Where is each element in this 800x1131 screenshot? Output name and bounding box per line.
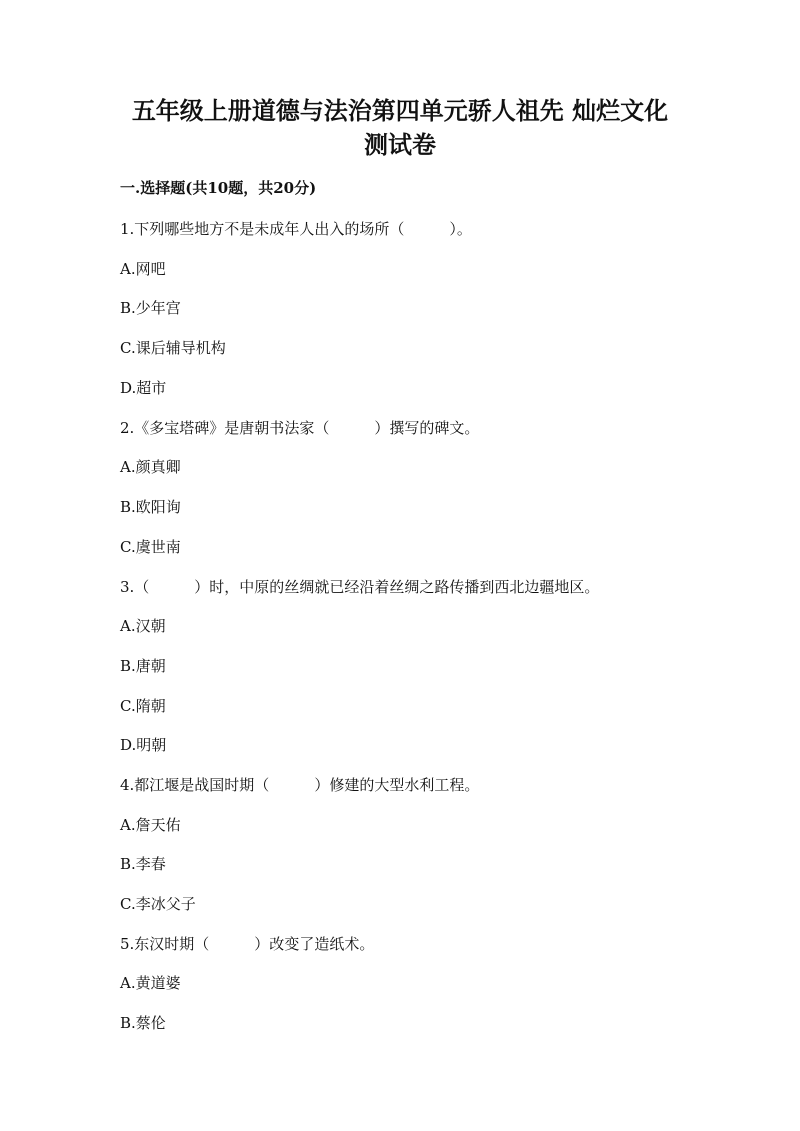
question-5-option-a: A.黄道婆 [120, 974, 181, 992]
question-1-option-b: B.少年宫 [120, 299, 181, 317]
document-title-line-2: 测试卷 [364, 130, 436, 159]
question-2-stem: 2.《多宝塔碑》是唐朝书法家（ ）撰写的碑文。 [120, 419, 480, 437]
question-4-stem: 4.都江堰是战国时期（ ）修建的大型水利工程。 [120, 776, 480, 794]
question-4-option-c: C.李冰父子 [120, 895, 196, 913]
question-1-option-a: A.网吧 [120, 260, 166, 278]
question-1-stem: 1.下列哪些地方不是未成年人出入的场所（ ）。 [120, 220, 472, 238]
question-3-option-b: B.唐朝 [120, 657, 166, 675]
question-1-option-c: C.课后辅导机构 [120, 339, 226, 357]
question-4-option-b: B.李春 [120, 855, 166, 873]
question-2-option-b: B.欧阳询 [120, 498, 181, 516]
document-title-line-1: 五年级上册道德与法治第四单元骄人祖先 灿烂文化 [131, 96, 669, 125]
section-heading: 一.选择题(共10题，共20分) [120, 179, 317, 197]
question-1-option-d: D.超市 [120, 379, 167, 397]
question-5-stem: 5.东汉时期（ ）改变了造纸术。 [120, 935, 375, 953]
question-3-stem: 3.（ ）时，中原的丝绸就已经沿着丝绸之路传播到西北边疆地区。 [120, 578, 600, 596]
question-4-option-a: A.詹天佑 [120, 816, 181, 834]
question-5-option-b: B.蔡伦 [120, 1014, 166, 1032]
question-2-option-c: C.虞世南 [120, 538, 181, 556]
question-3-option-d: D.明朝 [120, 736, 167, 754]
question-3-option-a: A.汉朝 [120, 617, 166, 635]
question-2-option-a: A.颜真卿 [120, 458, 181, 476]
question-3-option-c: C.隋朝 [120, 697, 166, 715]
